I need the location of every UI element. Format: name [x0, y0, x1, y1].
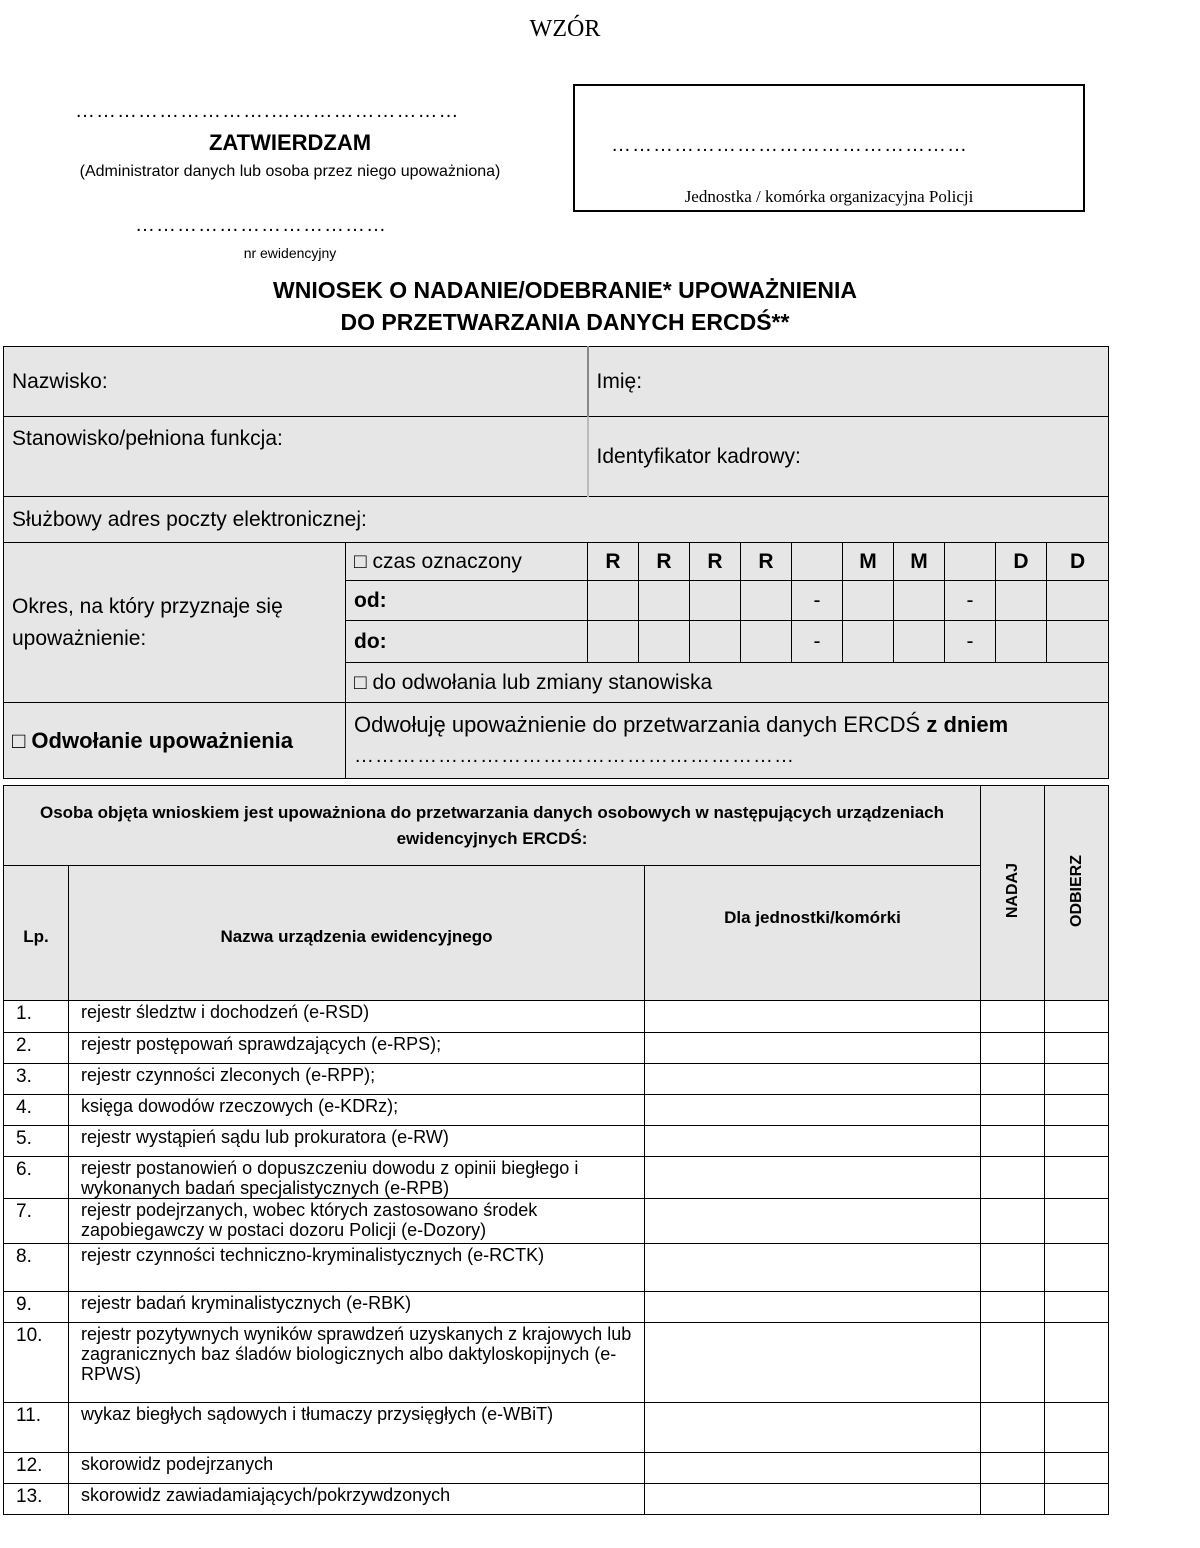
from-label: od:	[346, 581, 588, 621]
personal-data-table	[3, 346, 1109, 779]
device-row-revoke-cell[interactable]	[1045, 1199, 1109, 1244]
from-year-digit[interactable]	[741, 581, 792, 621]
device-row-revoke-cell[interactable]	[1045, 1157, 1109, 1199]
device-row-unit-cell[interactable]	[645, 1095, 981, 1126]
lp-column-header: Lp.	[4, 866, 69, 1001]
device-row-revoke-cell[interactable]	[1045, 1323, 1109, 1403]
device-row	[4, 1484, 1109, 1515]
position-label: Stanowisko/pełniona funkcja:	[12, 427, 283, 450]
revoke-checkbox[interactable]: □ Odwołanie upoważnienia	[4, 703, 346, 779]
surname-field[interactable]	[4, 347, 588, 417]
date-separator: -	[945, 621, 996, 663]
device-row-name: księga dowodów rzeczowych (e-KDRz);	[69, 1095, 645, 1126]
device-row-grant-cell[interactable]	[981, 1126, 1045, 1157]
until-revoked-checkbox[interactable]: □ do odwołania lub zmiany stanowiska	[346, 663, 1109, 703]
device-row	[4, 1157, 1109, 1199]
unit-name-line[interactable]: ……………………………………………	[611, 134, 968, 156]
device-row-revoke-cell[interactable]	[1045, 1244, 1109, 1292]
from-year-digit[interactable]	[639, 581, 690, 621]
device-row-grant-cell[interactable]	[981, 1323, 1045, 1403]
device-row-grant-cell[interactable]	[981, 1244, 1045, 1292]
device-row-revoke-cell[interactable]	[1045, 1033, 1109, 1064]
device-row-number: 7.	[4, 1199, 69, 1244]
device-row-unit-cell[interactable]	[645, 1064, 981, 1095]
approve-title: ZATWIERDZAM	[208, 130, 372, 155]
device-row-unit-cell[interactable]	[645, 1292, 981, 1323]
first-name-field[interactable]	[588, 347, 1109, 417]
date-header-cell	[792, 543, 843, 581]
to-year-digit[interactable]	[639, 621, 690, 663]
device-row-number: 2.	[4, 1033, 69, 1064]
staff-id-field[interactable]	[588, 417, 1109, 497]
from-day-digit[interactable]	[1047, 581, 1109, 621]
date-separator: -	[792, 621, 843, 663]
device-row-name: rejestr badań kryminalistycznych (e-RBK)	[69, 1292, 645, 1323]
revoke-column-label: ODBIERZ	[1067, 854, 1085, 927]
device-row	[4, 1453, 1109, 1484]
device-row	[4, 1095, 1109, 1126]
device-row-number: 4.	[4, 1095, 69, 1126]
device-row-number: 6.	[4, 1157, 69, 1199]
device-row-grant-cell[interactable]	[981, 1001, 1045, 1033]
device-row-name: wykaz biegłych sądowych i tłumaczy przysięgłych (e-WBiT)	[69, 1403, 645, 1453]
device-row-name: rejestr śledztw i dochodzeń (e-RSD)	[69, 1001, 645, 1033]
device-row	[4, 1244, 1109, 1292]
revoke-text: Odwołuję upoważnienie do przetwarzania danych ERCDŚ	[354, 712, 921, 737]
surname-label: Nazwisko:	[12, 369, 108, 393]
device-row	[4, 1001, 1109, 1033]
date-separator: -	[792, 581, 843, 621]
to-year-digit[interactable]	[588, 621, 639, 663]
form-title-line-1: WNIOSEK O NADANIE/ODEBRANIE* UPOWAŻNIENIA	[273, 277, 857, 303]
device-row-number: 12.	[4, 1453, 69, 1484]
device-row-grant-cell[interactable]	[981, 1453, 1045, 1484]
device-row-revoke-cell[interactable]	[1045, 1064, 1109, 1095]
device-row	[4, 1064, 1109, 1095]
device-row-revoke-cell[interactable]	[1045, 1001, 1109, 1033]
device-row-number: 5.	[4, 1126, 69, 1157]
unit-label: Jednostka / komórka organizacyjna Policji	[684, 187, 974, 206]
device-row-name: rejestr wystąpień sądu lub prokuratora (e-RW)	[69, 1126, 645, 1157]
device-row-unit-cell[interactable]	[645, 1453, 981, 1484]
date-header-cell	[945, 543, 996, 581]
date-header-cell: R	[639, 543, 690, 581]
device-row-number: 8.	[4, 1244, 69, 1292]
date-separator: -	[945, 581, 996, 621]
device-row-revoke-cell[interactable]	[1045, 1126, 1109, 1157]
from-year-digit[interactable]	[690, 581, 741, 621]
date-header-cell: R	[690, 543, 741, 581]
registry-number-line[interactable]: ………………………………	[135, 214, 387, 236]
device-row-unit-cell[interactable]	[645, 1244, 981, 1292]
unit-column-header: Dla jednostki/komórki	[645, 866, 981, 1001]
revoke-date-line[interactable]: ………………………………………………………	[354, 745, 795, 767]
date-header-cell: R	[741, 543, 792, 581]
from-day-digit[interactable]	[996, 581, 1047, 621]
form-title	[0, 274, 1130, 338]
device-row-number: 1.	[4, 1001, 69, 1033]
approve-subtitle: (Administrator danych lub osoba przez niego upoważniona)	[79, 163, 501, 180]
unit-box	[573, 84, 1085, 212]
revoke-column-header	[1045, 786, 1109, 1001]
from-month-digit[interactable]	[843, 581, 894, 621]
staff-id-label: Identyfikator kadrowy:	[596, 444, 801, 468]
date-header-cell: R	[588, 543, 639, 581]
device-name-column-header: Nazwa urządzenia ewidencyjnego	[69, 866, 645, 1001]
registry-number-label: nr ewidencyjny	[243, 245, 337, 261]
device-row-unit-cell[interactable]	[645, 1403, 981, 1453]
grant-column-header	[981, 786, 1045, 1001]
device-row-revoke-cell[interactable]	[1045, 1292, 1109, 1323]
approver-signature-line[interactable]: ……………………….………………………	[75, 100, 460, 122]
device-row-revoke-cell[interactable]	[1045, 1095, 1109, 1126]
device-row-grant-cell[interactable]	[981, 1157, 1045, 1199]
device-row-grant-cell[interactable]	[981, 1064, 1045, 1095]
device-row-name: skorowidz zawiadamiających/pokrzywdzonych	[69, 1484, 645, 1515]
device-row-unit-cell[interactable]	[645, 1126, 981, 1157]
device-row-name: rejestr podejrzanych, wobec których zastosowano środek zapobiegawczy w postaci dozoru Policji (e-Dozory)	[69, 1199, 645, 1244]
from-year-digit[interactable]	[588, 581, 639, 621]
device-row-grant-cell[interactable]	[981, 1199, 1045, 1244]
device-row-number: 9.	[4, 1292, 69, 1323]
device-row	[4, 1292, 1109, 1323]
device-row-number: 11.	[4, 1403, 69, 1453]
position-field[interactable]	[4, 417, 588, 497]
form-title-line-2: DO PRZETWARZANIA DANYCH ERCDŚ**	[340, 309, 790, 335]
device-row-name: rejestr pozytywnych wyników sprawdzeń uzyskanych z krajowych lub zagranicznych baz śladów biologicznych albo daktyloskopijnych (e-RPWS)	[69, 1323, 645, 1403]
device-row-number: 13.	[4, 1484, 69, 1515]
device-row-name: skorowidz podejrzanych	[69, 1453, 645, 1484]
revoke-text-date: z dniem	[926, 712, 1009, 737]
date-header-cell: M	[894, 543, 945, 581]
device-row-name: rejestr czynności techniczno-kryminalistycznych (e-RCTK)	[69, 1244, 645, 1292]
from-month-digit[interactable]	[894, 581, 945, 621]
device-row-unit-cell[interactable]	[645, 1033, 981, 1064]
grant-column-label: NADAJ	[1003, 862, 1021, 919]
device-row-unit-cell[interactable]	[645, 1199, 981, 1244]
device-row-number: 10.	[4, 1323, 69, 1403]
device-row-revoke-cell[interactable]	[1045, 1403, 1109, 1453]
device-row-unit-cell[interactable]	[645, 1001, 981, 1033]
date-header-cell: D	[996, 543, 1047, 581]
period-label: Okres, na który przyznaje się upoważnienie:	[4, 543, 346, 703]
document-stamp-wzor: WZÓR	[529, 16, 601, 42]
devices-intro: Osoba objęta wnioskiem jest upoważniona do przetwarzania danych osobowych w następujących urządzeniach ewidencyjnych ERCDŚ:	[4, 786, 981, 866]
device-row-grant-cell[interactable]	[981, 1403, 1045, 1453]
date-header-cell: D	[1047, 543, 1109, 581]
device-row-number: 3.	[4, 1064, 69, 1095]
devices-table	[3, 785, 1109, 1515]
to-day-digit[interactable]	[1047, 621, 1109, 663]
device-row	[4, 1403, 1109, 1453]
device-row-grant-cell[interactable]	[981, 1033, 1045, 1064]
device-row-revoke-cell[interactable]	[1045, 1453, 1109, 1484]
first-name-label: Imię:	[596, 369, 643, 393]
device-row	[4, 1033, 1109, 1064]
device-row-unit-cell[interactable]	[645, 1484, 981, 1515]
to-year-digit[interactable]	[690, 621, 741, 663]
device-row-grant-cell[interactable]	[981, 1292, 1045, 1323]
device-row	[4, 1126, 1109, 1157]
device-row-grant-cell[interactable]	[981, 1095, 1045, 1126]
device-row-unit-cell[interactable]	[645, 1157, 981, 1199]
to-month-digit[interactable]	[894, 621, 945, 663]
to-month-digit[interactable]	[843, 621, 894, 663]
device-row-name: rejestr postanowień o dopuszczeniu dowodu z opinii biegłego i wykonanych badań specjalistycznych (e-RPB)	[69, 1157, 645, 1199]
email-field[interactable]	[4, 497, 1109, 543]
email-label: Służbowy adres poczty elektronicznej:	[12, 507, 367, 531]
device-row-revoke-cell[interactable]	[1045, 1484, 1109, 1515]
date-header-cell: M	[843, 543, 894, 581]
device-row-name: rejestr postępowań sprawdzających (e-RPS);	[69, 1033, 645, 1064]
to-label: do:	[346, 621, 588, 663]
device-row	[4, 1323, 1109, 1403]
revoke-text-cell	[346, 703, 1109, 779]
fixed-term-checkbox[interactable]: □ czas oznaczony	[346, 543, 588, 581]
to-day-digit[interactable]	[996, 621, 1047, 663]
device-row-unit-cell[interactable]	[645, 1323, 981, 1403]
to-year-digit[interactable]	[741, 621, 792, 663]
device-row	[4, 1199, 1109, 1244]
device-row-grant-cell[interactable]	[981, 1484, 1045, 1515]
device-row-name: rejestr czynności zleconych (e-RPP);	[69, 1064, 645, 1095]
